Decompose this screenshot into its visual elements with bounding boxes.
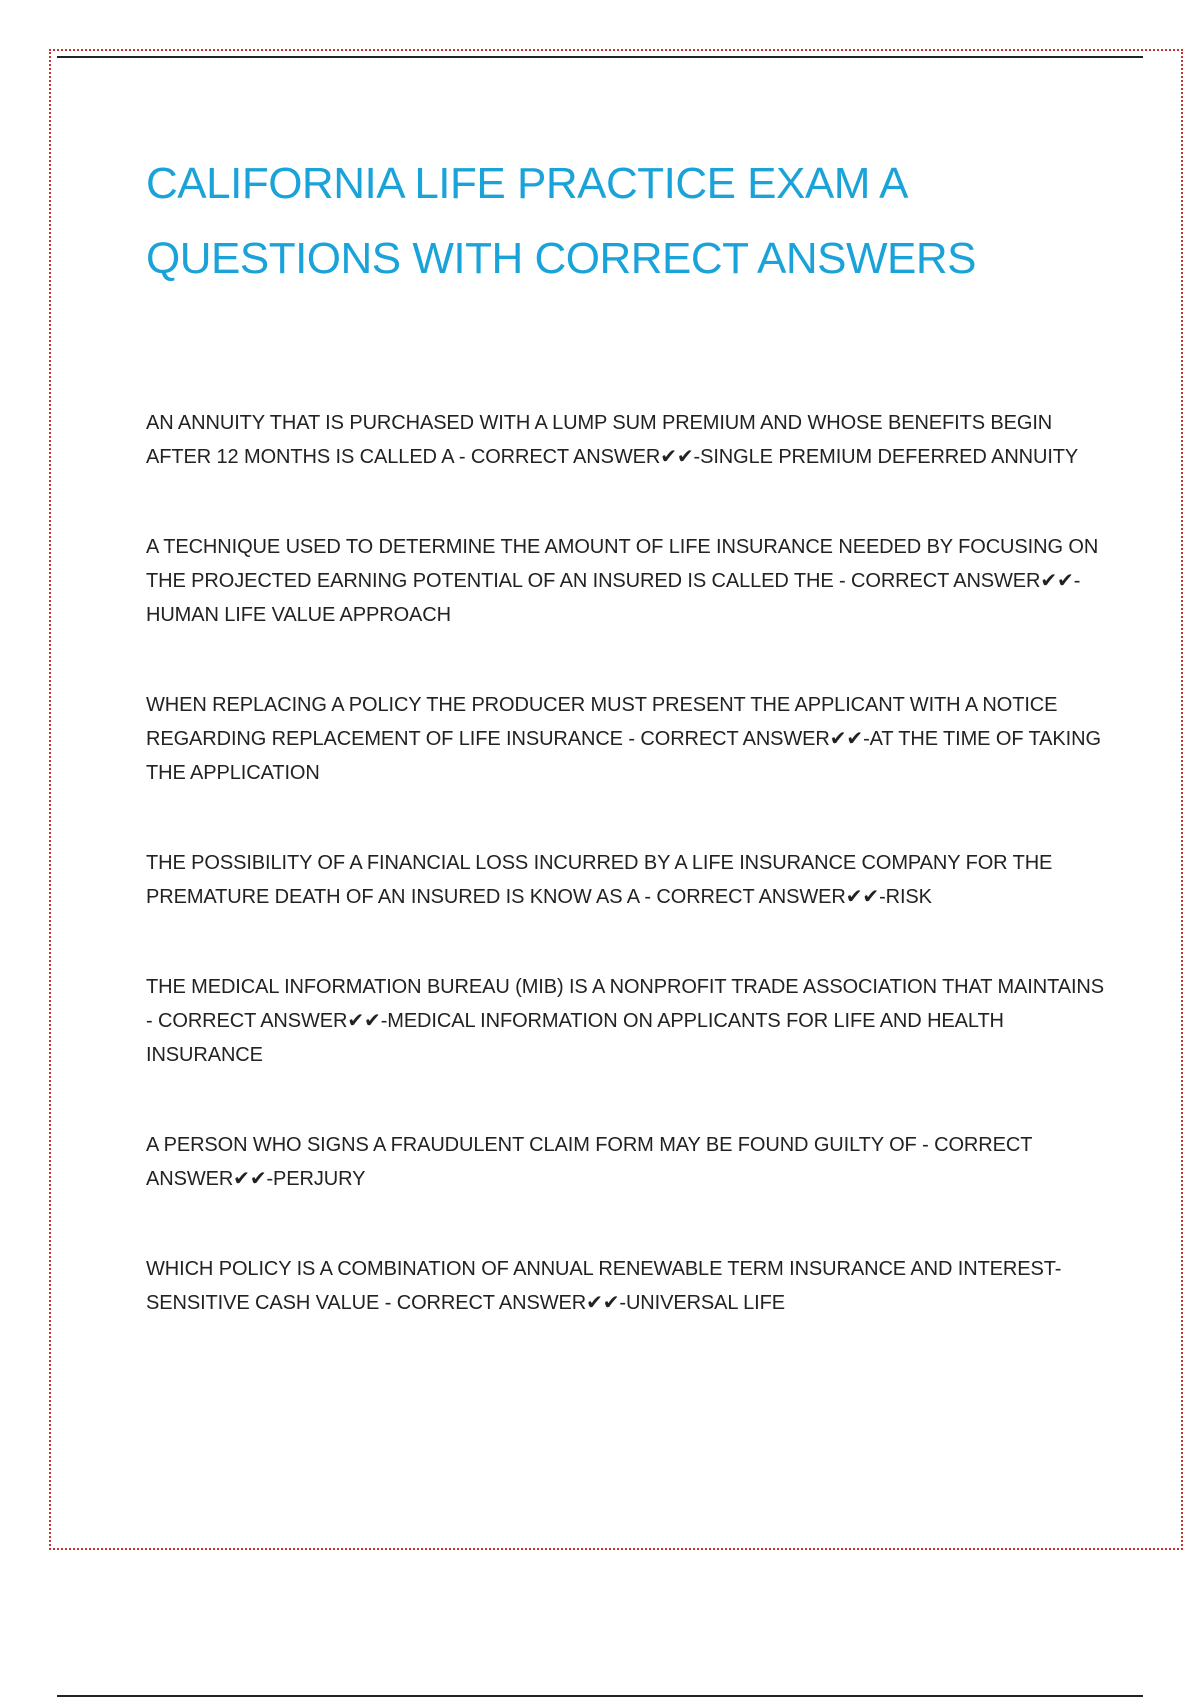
bottom-rule	[57, 1695, 1143, 1697]
qa-item: A TECHNIQUE USED TO DETERMINE THE AMOUNT OF LIFE INSURANCE NEEDED BY FOCUSING ON THE PROJECTED EARNING POTENTIAL OF AN INSURED IS CALLED THE - CORRECT ANSWER✔✔-HUMAN LIFE VALUE APPROACH	[146, 536, 1099, 626]
qa-item: THE MEDICAL INFORMATION BUREAU (MIB) IS A NONPROFIT TRADE ASSOCIATION THAT MAINTAINS - CORRECT ANSWER✔✔-MEDICAL INFORMATION ON APPLICANTS FOR LIFE AND HEALTH INSURANCE	[146, 976, 1105, 1066]
qa-item: THE POSSIBILITY OF A FINANCIAL LOSS INCURRED BY A LIFE INSURANCE COMPANY FOR THE PREMATURE DEATH OF AN INSURED IS KNOW AS A - CORRECT ANSWER✔✔-RISK	[146, 852, 1053, 908]
document-content	[146, 146, 1106, 1376]
title-line-1: CALIFORNIA LIFE PRACTICE EXAM A	[146, 159, 909, 208]
qa-item: WHEN REPLACING A POLICY THE PRODUCER MUST PRESENT THE APPLICANT WITH A NOTICE REGARDING REPLACEMENT OF LIFE INSURANCE - CORRECT ANSWER✔✔-AT THE TIME OF TAKING THE APPLICATION	[146, 694, 1101, 784]
qa-item: WHICH POLICY IS A COMBINATION OF ANNUAL RENEWABLE TERM INSURANCE AND INTEREST-SENSITIVE CASH VALUE - CORRECT ANSWER✔✔-UNIVERSAL LIFE	[146, 1258, 1062, 1314]
qa-item: A PERSON WHO SIGNS A FRAUDULENT CLAIM FORM MAY BE FOUND GUILTY OF - CORRECT ANSWER✔✔-PERJURY	[146, 1134, 1032, 1190]
document-title	[146, 146, 1106, 296]
qa-list	[146, 406, 1106, 1320]
top-rule	[57, 56, 1143, 58]
title-line-2: QUESTIONS WITH CORRECT ANSWERS	[146, 234, 977, 283]
qa-item: AN ANNUITY THAT IS PURCHASED WITH A LUMP SUM PREMIUM AND WHOSE BENEFITS BEGIN AFTER 12 MONTHS IS CALLED A - CORRECT ANSWER✔✔-SINGLE PREMIUM DEFERRED ANNUITY	[146, 412, 1079, 468]
